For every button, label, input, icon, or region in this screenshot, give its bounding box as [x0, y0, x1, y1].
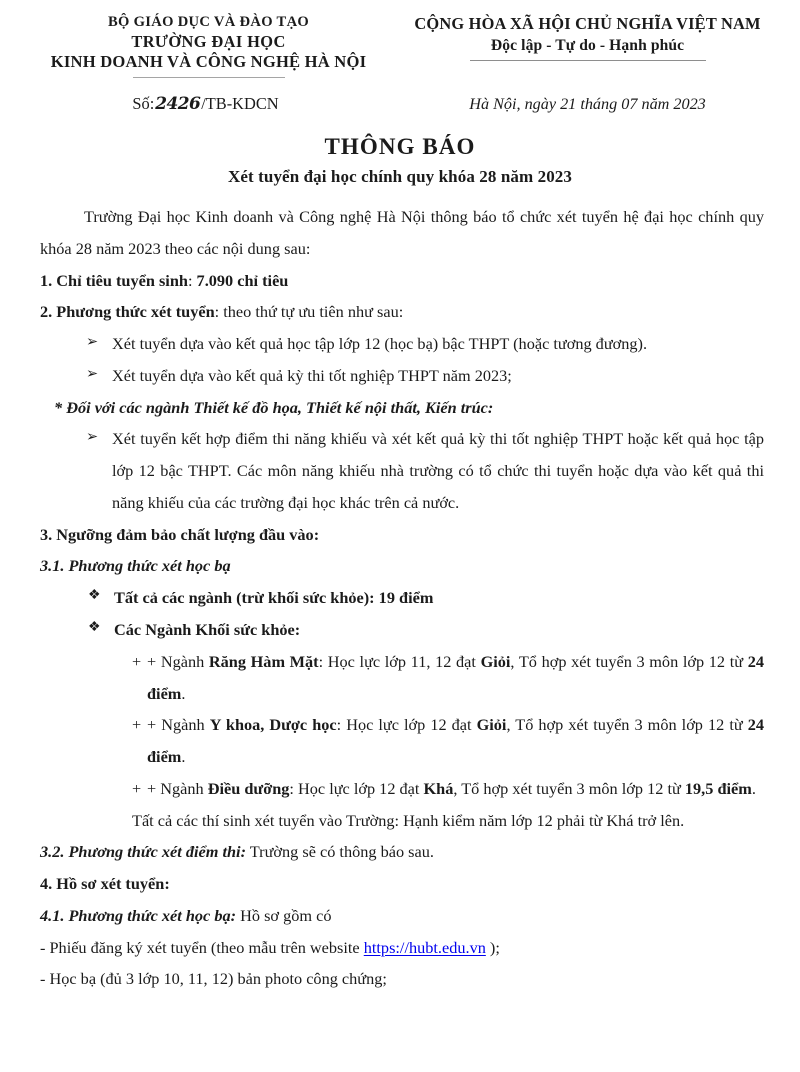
diamond-bullet-icon: ❖ [88, 588, 101, 604]
major-prefix: + Ngành [147, 715, 210, 735]
plus-bullet-icon: + [132, 715, 142, 735]
major-suffix: . [751, 778, 756, 798]
threshold-all-majors [88, 582, 764, 614]
document-title: THÔNG BÁO [324, 134, 476, 160]
threshold-all-majors-text [114, 582, 764, 614]
conduct-requirement-note: Tất cả các thí sinh xét tuyển vào Trường: Hạnh kiểm năm lớp 12 phải từ Khá trở lên. [132, 810, 685, 830]
health-major-item-text [147, 709, 764, 773]
major-suffix: . [181, 683, 186, 703]
major-grade: Giỏi [480, 651, 511, 671]
section-1-value: 7.090 chỉ tiêu [196, 270, 289, 290]
arrow-bullet-icon: ➢ [86, 334, 99, 351]
hubt-website-link[interactable]: https://hubt.edu.vn [363, 937, 486, 957]
arrow-bullet-icon: ➢ [86, 365, 99, 382]
major-mid1: : Học lực lớp 11, 12 đạt [318, 651, 481, 671]
section-4-heading [40, 868, 764, 900]
header-divider-right [470, 60, 706, 61]
document-number-prefix: Số: [132, 94, 155, 114]
document-number-suffix: /TB-KDCN [201, 94, 279, 114]
application-item [40, 932, 764, 964]
document-meta-row [0, 94, 800, 114]
major-grade: Khá [423, 778, 454, 798]
section-4-1-heading: 4.1. Phương thức xét học bạ: [40, 905, 237, 925]
section-2-methods [40, 296, 764, 328]
header-divider-left [133, 77, 285, 78]
method-bullet-2 [86, 360, 764, 392]
health-major-item [132, 773, 764, 805]
national-motto: Độc lập - Tự do - Hạnh phúc [490, 36, 685, 54]
university-name-line1: TRƯỜNG ĐẠI HỌC [131, 31, 286, 51]
major-score: 24 điểm [147, 651, 764, 703]
threshold-health-majors-label: Các Ngành Khối sức khỏe: [114, 620, 301, 639]
major-score: 24 điểm [147, 715, 764, 767]
major-name: Y khoa, Dược học [209, 715, 337, 735]
major-suffix: . [181, 747, 186, 767]
health-major-item-text [147, 646, 764, 710]
method-bullet-1 [86, 328, 764, 360]
major-score: 19,5 điểm [684, 778, 752, 798]
threshold-all-majors-label: Tất cả các ngành (trừ khối sức khỏe): [114, 588, 379, 608]
major-mid1: : Học lực lớp 12 đạt [336, 715, 477, 735]
intro-paragraph: Trường Đại học Kinh doanh và Công nghệ Hà Nội thông báo tổ chức xét tuyển hệ đại học chính quy khóa 28 năm 2023 theo các nội dung sau: [40, 207, 764, 258]
document-body [0, 201, 800, 995]
issuing-authority-block [24, 14, 393, 78]
threshold-health-majors [88, 614, 764, 646]
application-item [40, 963, 764, 995]
application-item-text: - Học bạ (đủ 3 lớp 10, 11, 12) bản photo công chứng; [40, 969, 387, 989]
major-name: Răng Hàm Mặt [208, 651, 319, 671]
design-majors-note [86, 423, 764, 518]
plus-bullet-icon: + [132, 778, 142, 798]
arrow-bullet-icon: ➢ [86, 429, 99, 446]
section-3-2 [40, 836, 764, 868]
section-4-1 [40, 900, 764, 932]
design-majors-note-heading: * Đối với các ngành Thiết kế đồ họa, Thiết kế nội thất, Kiến trúc: [54, 397, 494, 417]
major-mid1: : Học lực lớp 12 đạt [289, 778, 424, 798]
section-3-2-text: Trường sẽ có thông báo sau. [246, 842, 434, 862]
document-subtitle: Xét tuyển đại học chính quy khóa 28 năm 2023 [228, 167, 572, 187]
major-mid2: , Tổ hợp xét tuyển 3 môn lớp 12 từ [453, 778, 685, 798]
design-majors-note-text: Xét tuyển kết hợp điểm thi năng khiếu và xét kết quả kỳ thi tốt nghiệp THPT hoặc kết quả học tập lớp 12 bậc THPT. Các môn năng khiếu nhà trường có tổ chức thi tuyển hoặc dựa vào kết quả thi năng khiếu của các trường đại học khác trên cả nước. [112, 429, 764, 512]
section-3-2-heading: 3.2. Phương thức xét điểm thi: [40, 842, 246, 862]
major-prefix: + Ngành [147, 651, 209, 671]
university-name-line2: KINH DOANH VÀ CÔNG NGHỆ HÀ NỘI [50, 51, 367, 71]
section-1-separator: : [187, 270, 197, 290]
section-3-heading-text: 3. Ngưỡng đảm bảo chất lượng đầu vào: [40, 524, 320, 544]
document-header [0, 0, 800, 78]
major-name: Điều dưỡng [207, 778, 290, 798]
section-4-1-text: Hồ sơ gồm có [236, 905, 332, 925]
ministry-name: BỘ GIÁO DỤC VÀ ĐÀO TẠO [108, 14, 310, 30]
major-grade: Giỏi [476, 715, 507, 735]
threshold-all-majors-value: 19 điểm [378, 588, 434, 608]
section-2-separator: : [214, 302, 224, 322]
section-3-1-heading: 3.1. Phương thức xét học bạ [40, 556, 231, 576]
application-item-text-after: ); [485, 937, 500, 957]
section-3-heading [40, 519, 764, 551]
section-2-value: theo thứ tự ưu tiên như sau: [223, 302, 404, 322]
major-mid2: , Tổ hợp xét tuyển 3 môn lớp 12 từ [510, 651, 748, 671]
health-major-item [132, 646, 764, 710]
section-2-label: 2. Phương thức xét tuyển [40, 302, 215, 322]
section-1-quota [40, 265, 764, 297]
section-1-label: 1. Chỉ tiêu tuyển sinh [40, 270, 188, 290]
country-name: CỘNG HÒA XÃ HỘI CHỦ NGHĨA VIỆT NAM [414, 14, 761, 33]
plus-bullet-icon: + [132, 651, 142, 671]
method-bullet-2-text: Xét tuyển dựa vào kết quả kỳ thi tốt nghiệp THPT năm 2023; [112, 365, 512, 385]
section-4-heading-text: 4. Hồ sơ xét tuyển: [40, 874, 170, 894]
method-bullet-1-text: Xét tuyển dựa vào kết quả học tập lớp 12 (học bạ) bậc THPT (hoặc tương đương). [112, 334, 648, 354]
major-mid2: , Tổ hợp xét tuyển 3 môn lớp 12 từ [506, 715, 748, 735]
place-and-date: Hà Nội, ngày 21 tháng 07 năm 2023 [469, 95, 706, 114]
major-prefix: + Ngành [147, 778, 208, 798]
health-major-item-text [147, 773, 764, 805]
document-number-handwritten: 2426 [155, 94, 201, 115]
national-heading-block [393, 14, 782, 61]
health-major-item [132, 709, 764, 773]
application-item-text: - Phiếu đăng ký xét tuyển (theo mẫu trên website [40, 937, 364, 957]
document-number [18, 94, 393, 114]
diamond-bullet-icon: ❖ [88, 620, 101, 635]
